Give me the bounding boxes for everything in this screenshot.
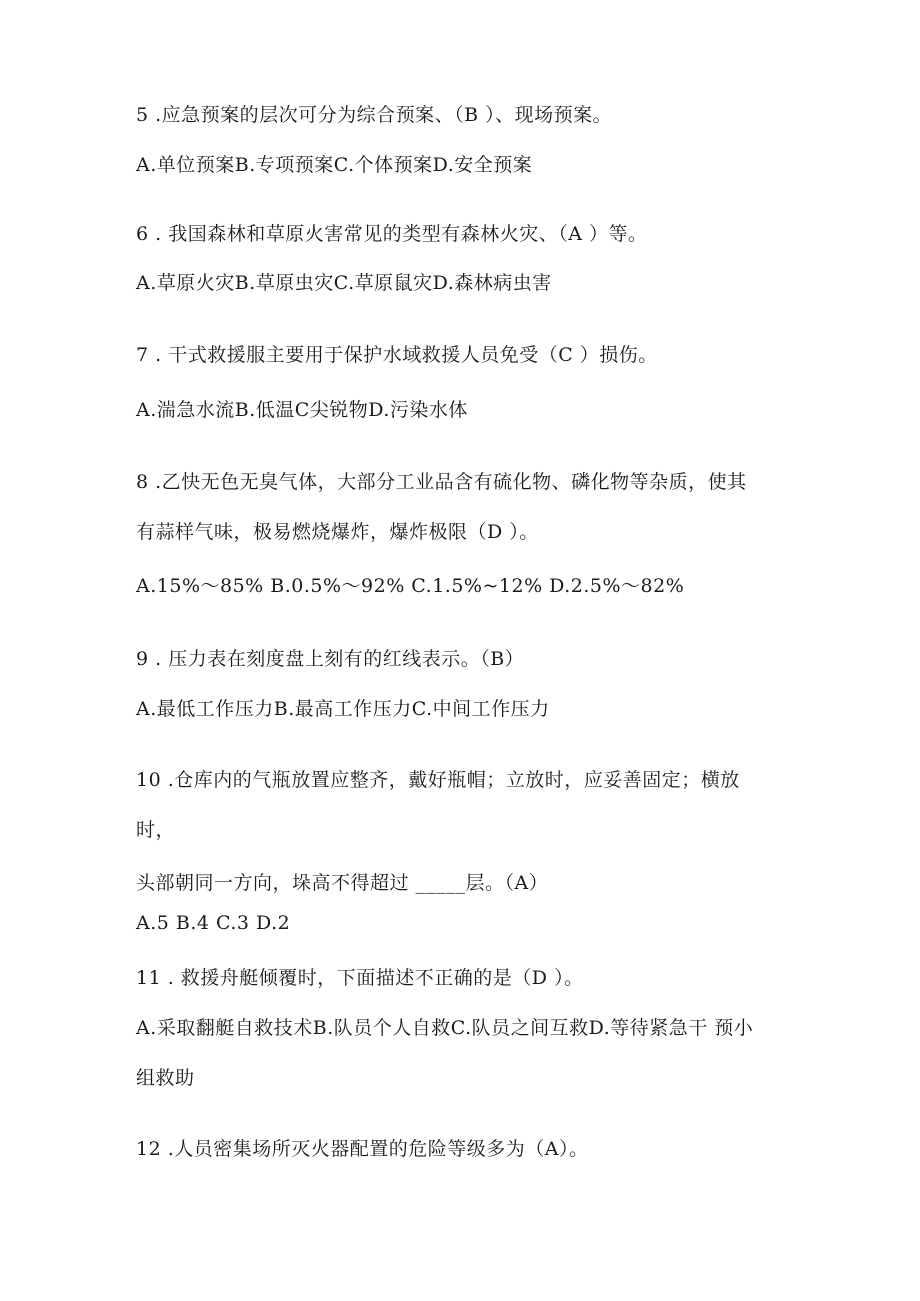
- question-8-options: A.15%～85% B.0.5%～92% C.1.5%~12% D.2.5%～82%: [136, 575, 685, 597]
- question-11-options-line-1: A.采取翻艇自救技术B.队员个人自救C.队员之间互救D.等待紧急干 预小: [136, 1017, 754, 1039]
- question-5-stem: 5 .应急预案的层次可分为综合预案、（B ）、现场预案。: [136, 104, 613, 126]
- question-10-stem-line-2: 时，: [136, 819, 176, 841]
- question-10-stem-line-1: 10 .仓库内的气瓶放置应整齐，戴好瓶帽；立放时，应妥善固定；横放: [136, 769, 740, 791]
- question-6-stem: 6 . 我国森林和草原火害常见的类型有森林火灾、（A ）等。: [136, 223, 648, 245]
- question-7-stem: 7 . 干式救援服主要用于保护水域救援人员免受（C ）损伤。: [136, 344, 658, 366]
- question-11-stem: 11 . 救援舟艇倾覆时，下面描述不正确的是（D ）。: [136, 967, 584, 989]
- question-5-options: A.单位预案B.专项预案C.个体预案D.安全预案: [136, 154, 533, 176]
- question-12-stem: 12 .人员密集场所灭火器配置的危险等级多为（A）。: [136, 1138, 589, 1160]
- question-11-options-line-2: 组救助: [136, 1067, 195, 1089]
- question-9-options: A.最低工作压力B.最高工作压力C.中间工作压力: [136, 698, 550, 720]
- question-6-options: A.草原火灾B.草原虫灾C.草原鼠灾D.森林病虫害: [136, 272, 552, 294]
- question-8-stem-line-1: 8 .乙快无色无臭气体，大部分工业品含有硫化物、磷化物等杂质，使其: [136, 471, 747, 493]
- question-10-stem-line-3: 头部朝同一方向，垛高不得超过 _____层。（A）: [136, 872, 549, 894]
- question-10-options: A.5 B.4 C.3 D.2: [136, 912, 291, 934]
- question-8-stem-line-2: 有蒜样气味，极易燃烧爆炸，爆炸极限（D ）。: [136, 521, 539, 543]
- question-7-options: A.湍急水流B.低温C尖锐物D.污染水体: [136, 399, 468, 421]
- question-9-stem: 9 . 压力表在刻度盘上刻有的红线表示。（B）: [136, 648, 525, 670]
